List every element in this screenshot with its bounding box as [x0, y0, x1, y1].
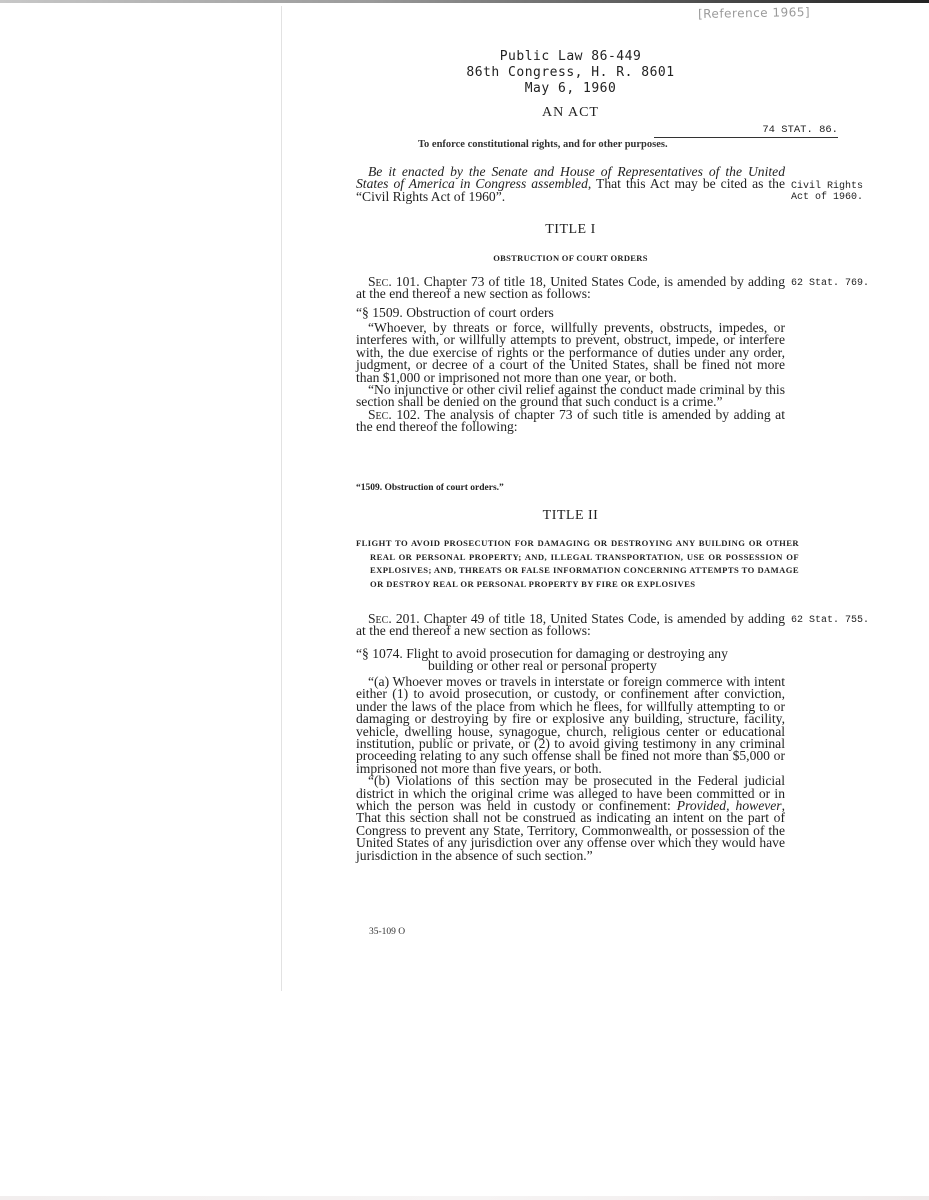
margin-note-sec201: 62 Stat. 755.	[791, 615, 870, 626]
statute-citation: 74 STAT. 86.	[654, 124, 838, 138]
scan-top-edge	[0, 0, 929, 3]
section-1509-heading: “§ 1509. Obstruction of court orders	[356, 305, 554, 320]
congress-bill: 86th Congress, H. R. 8601	[466, 65, 675, 80]
section-102: Sec. 102. The analysis of chapter 73 of such title is amended by adding at the end thereof the following:	[356, 406, 785, 435]
section-1074-para-b: “(b) Violations of this section may be prosecuted in the Federal judicial district in which the original crime was alleged to have been committed or in which the person was held in custody or confinement: Provided, however, That this section shall not be construed as indicating an intent on the part of Congress to prevent any State, Territory, Commonwealth, or possession of the United States of any jurisdiction over any offense over which they would have jurisdiction in the absence of such section.”	[356, 773, 785, 863]
section-1509-para-2: “No injunctive or other civil relief against the conduct made criminal by this section shall be denied on the ground that such conduct is a crime.”	[356, 382, 785, 410]
title-2-subheading: FLIGHT TO AVOID PROSECUTION FOR DAMAGING OR DESTROYING ANY BUILDING OR OTHER REAL OR PERSONAL PROPERTY; AND, ILLEGAL TRANSPORTATION, USE OR POSSESSION OF EXPLOSIVES; AND, THREATS OR FALSE INFORMATION CONCERNING ATTEMPTS TO DAMAGE OR DESTROY REAL OR PERSONAL PROPERTY BY FIRE OR EXPLOSIVES	[356, 538, 799, 589]
section-1509-text	[356, 322, 785, 434]
act-purpose: To enforce constitutional rights, and for other purposes.	[418, 139, 668, 150]
margin-note-short-title: Civil Rights Act of 1960.	[791, 181, 864, 203]
scan-bottom-edge	[0, 1196, 929, 1200]
print-code: 35-109 O	[369, 927, 406, 937]
section-1509-para-1: “Whoever, by threats or force, willfully prevents, obstructs, impedes, or interferes with, or willfully attempts to prevent, obstruct, impede, or interfere with, the due exercise of rights or the performance of duties under any order, judgment, or decree of a court of the United States, shall be fined not more than $1,000 or imprisoned not more than one year, or both.	[356, 320, 785, 385]
chapter-analysis-entry: “1509. Obstruction of court orders.”	[356, 483, 504, 493]
enacting-clause-rest: , That this Act may be cited as the “Civil Rights Act of 1960”.	[356, 176, 786, 204]
title-1-subheading: OBSTRUCTION OF COURT ORDERS	[493, 253, 648, 263]
section-1074-heading: “§ 1074. Flight to avoid prosecution for damaging or destroying any building or other real or personal property	[356, 646, 728, 674]
scan-fold-line	[281, 6, 282, 991]
enacting-clause-italic: Be it enacted by the Senate and House of Representatives of the United States of America in Congress assembled	[356, 164, 785, 192]
enactment-date: May 6, 1960	[524, 81, 617, 96]
section-1074-para-a: “(a) Whoever moves or travels in interstate or foreign commerce with intent either (1) to avoid prosecution, or custody, or confinement after conviction, under the laws of the place from which he flees, for willfully attempting to or damaging or destroying by fire or explosive any building, structure, facility, vehicle, dwelling house, synagogue, church, religious center or educational institution, public or private, or (2) to avoid giving testimony in any criminal proceeding relating to any such offense shall be fined not more than $5,000 or imprisoned not more than five years, or both.	[356, 674, 785, 776]
public-law-number: Public Law 86-449	[499, 49, 642, 64]
an-act-heading: AN ACT	[542, 105, 599, 120]
section-101: Sec. 101. Chapter 73 of title 18, United States Code, is amended by adding at the end thereof a new section as follows:	[356, 274, 785, 302]
section-201: Sec. 201. Chapter 49 of title 18, United States Code, is amended by adding at the end thereof a new section as follows:	[356, 611, 785, 639]
handwritten-reference-note: [Reference 1965]	[697, 5, 811, 21]
title-1-heading: TITLE I	[545, 222, 596, 237]
margin-note-sec101: 62 Stat. 769.	[791, 278, 870, 289]
law-header	[356, 49, 785, 97]
section-1074-text	[356, 676, 785, 862]
title-2-heading: TITLE II	[542, 508, 599, 523]
enacting-clause	[356, 166, 785, 203]
